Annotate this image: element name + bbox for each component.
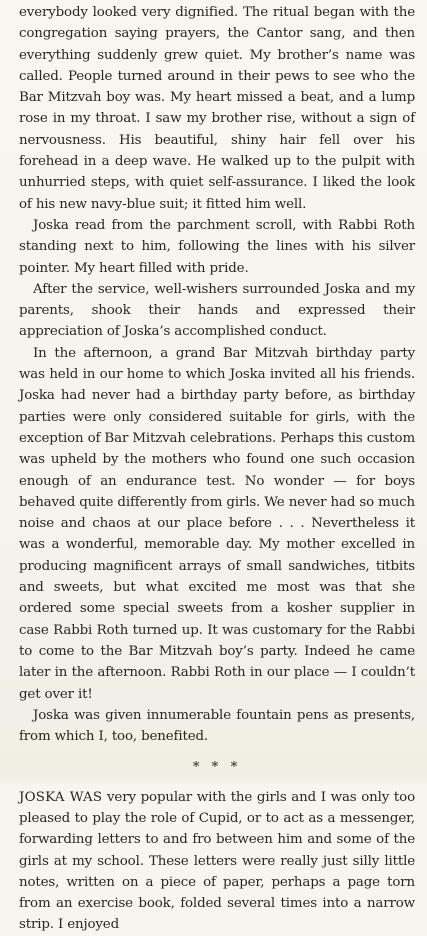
paragraph-fountain-pens: Joska was given innumerable fountain pens as presents, from which I, too, benefited. [19, 707, 415, 745]
paragraph-party: In the afternoon, a grand Bar Mitzvah birthday party was held in our home to which Joska invited all his friends. Joska had never had a birthday party before, as birthday parties were only considered suitable for girls, with the exception of Bar Mitzvah celebrations. Perhaps this custom was upheld by the mothers who found one such occasion enough of an endurance test. No wonder — for boys behaved quite differently from girls. We never had so much noise and chaos at our place before . . . Nevertheless it was a wonderful, memorable day. My mother excelled in producing magnificent arrays of small sandwiches, titbits and sweets, but what excited me most was that she ordered some special sweets from a kosher supplier in case Rabbi Roth turned up. It was customary for the Rabbi to come to the Bar Mitzvah boy’s party. Indeed he came later in the afternoon. Rabbi Roth in our place — I couldn’t get over it! [19, 345, 415, 702]
paragraph-cupid [19, 787, 415, 936]
section-break: * * * [192, 760, 242, 776]
paragraph-ceremony: everybody looked very dignified. The ritual began with the congregation saying prayers, the Cantor sang, and then everything suddenly grew quiet. My brother’s name was called. People turned around in their pews to see who the Bar Mitzvah boy was. My heart missed a beat, and a lump rose in my throat. I saw my brother rise, without a sign of nervousness. His beautiful, shiny hair fell over his forehead in a deep wave. He walked up to the pulpit with unhurried steps, with quiet self-assurance. I liked the look of his new navy-blue suit; it fitted him well. [19, 5, 415, 212]
page-bottom-edge [0, 779, 427, 785]
paragraph-cupid-text: very popular with the girls and I was only too pleased to play the role of Cupid, or to act as a messenger, forwarding letters to and fro between him and some of the girls at my school. These letters were really just silly little notes, written on a piece of paper, perhaps a page torn from an exercise book, folded several times into a narrow strip. I enjoyed [19, 789, 415, 933]
section-lead-in: JOSKA WAS [19, 789, 103, 805]
paragraph-after-service: After the service, well-wishers surrounded Joska and my parents, shook their hands and expressed their appreciation of Joska’s accomplished conduct. [19, 281, 415, 340]
body-text [19, 2, 415, 936]
paragraph-scroll-reading: Joska read from the parchment scroll, with Rabbi Roth standing next to him, following the lines with his silver pointer. My heart filled with pride. [19, 217, 415, 276]
